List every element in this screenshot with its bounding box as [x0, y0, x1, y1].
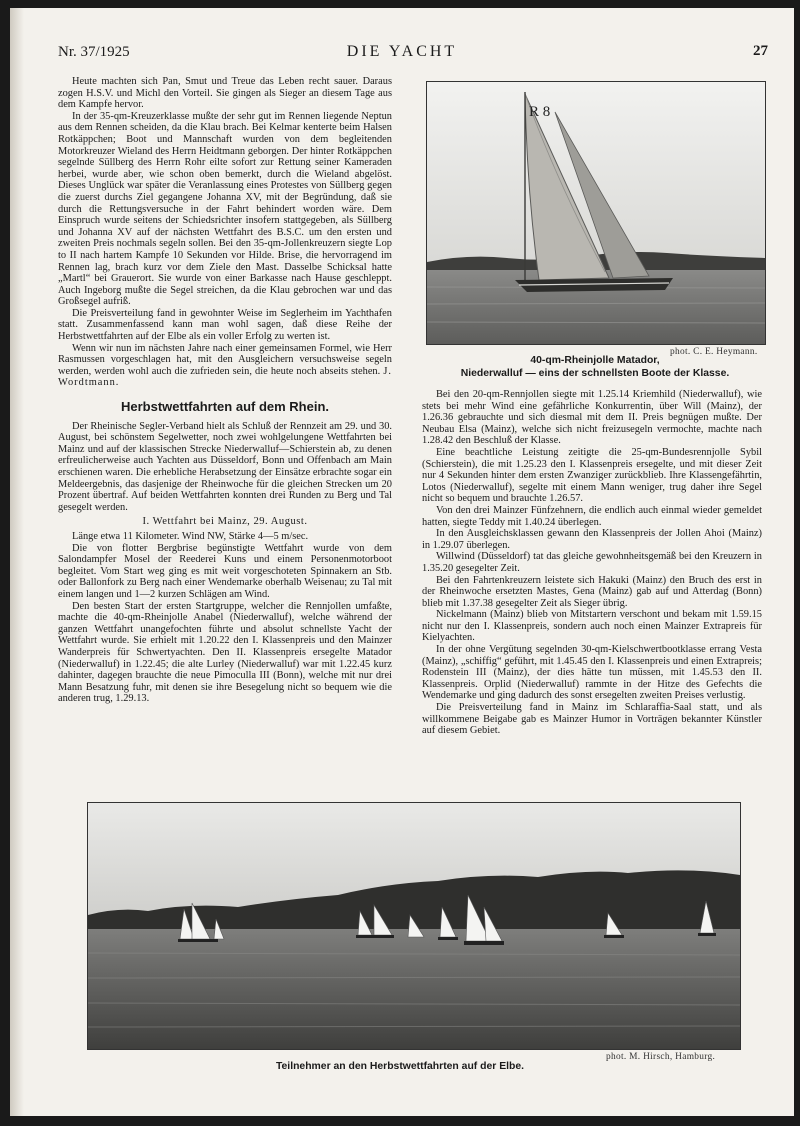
paragraph: Bei den 20-qm-Rennjollen siegte mit 1.25.14 Kriemhild (Niederwalluf), wie stets bei mehr Wind eine gefährliche Konkurrentin, über Will (Mainz), der 1.26.36 gebrauchte und sich diesmal mit dem II. Preis begnügen mußte. Der Neubau Elsa (Mainz), welche sich nicht freizusegeln vermochte, machte nach 1.28.42 den Beschluß der Klasse. [422, 389, 762, 447]
paragraph: Die Preisverteilung fand in Mainz im Schlaraffia-Saal statt, und als willkommene Beigabe gab es Mainzer Humor in Vorträgen bekannter Künstler auf diesem Gebiet. [422, 702, 762, 737]
left-column [58, 76, 392, 705]
regatta-photo [87, 802, 741, 1050]
sailboat-illustration [427, 82, 765, 344]
sail-number: R 8 [529, 104, 551, 120]
paragraph: Wenn wir nun im nächsten Jahre nach einer gemeinsamen Formel, wie Herr Rasmussen vorgeschlagen hat, mit den Ausgleichern versuchsweise segeln werden, werden wohl auch die zufrieden sein, die heute noch abseits stehen. [58, 342, 392, 377]
sailboat-photo [426, 81, 766, 345]
paragraph: Den besten Start der ersten Startgruppe, welcher die Rennjollen umfaßte, machte die 40-qm-Rheinjolle Anabel (Niederwalluf), welche während der ganzen Wettfahrt unangefochten führte und absolut schnellste Yacht der Wettfahrt wurde. Sie erhielt mit 1.20.22 den I. Klassenpreis und den Mainzer Wanderpreis für Schwertyachten. Den II. Klassenpreis ersegelte Matador (Niederwalluf) in 1.22.45; die alte Lurley (Niederwalluf) war mit 1.22.45 kurz dahinter, dagegen brauchte die neue Pimoculla III (Bonn), welche mit nur drei Mann Besatzung fuhr, mit denen sie ihre Besegelung nicht so bequem wie die anderen trug, 1.29.13. [58, 600, 392, 705]
magazine-page [10, 8, 794, 1116]
paragraph: Die Preisverteilung fand in gewohnter Weise im Seglerheim im Yachthafen statt. Zusammenfassend kann man wohl sagen, daß diese Reihe der Herbstwettfahrten auf der Elbe als ein voller Erfolg zu werten ist. [58, 307, 392, 343]
page-header [36, 42, 768, 64]
paragraph: Willwind (Düsseldorf) tat das gleiche gewohnheitsgemäß bei den Kreuzern in 1.35.20 gesegelter Zeit. [422, 551, 762, 574]
magazine-title: DIE YACHT [346, 43, 458, 60]
paragraph: Eine beachtliche Leistung zeitigte die 25-qm-Bundesrennjolle Sybil (Schierstein), die mit 1.25.23 den I. Klassenpreis ersegelte, und mit dieser Zeit nur 4 Sekunden hinter dem ersten Zwanziger zurückblieb. Ihre Klassengefährtin, Lotos (Niederwalluf), segelte mit einem Mann weniger, trug daher ihre Segel nicht so bequem und brauchte 1.26.57. [422, 446, 762, 505]
paragraph: Die von flotter Bergbrise begünstigte Wettfahrt wurde von dem Salondampfer Mosel der Reederei Kuns und einem Personenmotorboot begleitet. Vom Start weg ging es mit weit vorgeschoteten Spinnakern an Stb. oder Ballonfork zu Berg nach einer Wendemarke oberhalb Weisenau; zu Tal mit einem langen und 1—2 kurzen Schlägen am Wind. [58, 542, 392, 600]
photo-credit: phot. C. E. Heymann. [670, 347, 758, 357]
photo-caption [430, 354, 760, 380]
paragraph: In der ohne Vergütung segelnden 30-qm-Kielschwertbootklasse errang Vesta (Mainz), „schiffig“ geführt, mit 1.45.45 den I. Klassenpreis und einen Extrapreis; Rodenstein III (Mainz), der dies hätte tun müssen, mit 1.45.53 den II. Klassenpreis. Orplid (Niederwalluf) rammte in der Hitze des Gefechts die Wendemarke und ging dadurch des sonst ersegelten zweiten Preises verlustig. [422, 644, 762, 702]
photo-credit: phot. M. Hirsch, Hamburg. [606, 1052, 716, 1062]
paragraph: In der 35-qm-Kreuzerklasse mußte der sehr gut im Rennen liegende Neptun aus dem Rennen scheiden, da die Klau brach. Bei Kelmar kenterte beim Halsen Rotkäppchen; Boot und Mannschaft wurden von dem begleitenden Motorkreuzer Wieland des Herrn Heidtmann geborgen. Der hinter Rotkäppchen segelnde Süllberg des Herrn Rohr eilte sofort zur Rettung seiner Kameraden herbei, wurde aber, wie schon oben bemerkt, durch die Wieland abgelöst. Dieses Unglück war später die Veranlassung eines Protestes von Süllberg gegen die zuerst durchs Ziel gegangene Johanna XV, mit der Begründung, daß sie durch die Rettungsversuche in der Fahrt behindert worden wäre. Dem Einspruch wurde seitens der Schiedsrichter insofern stattgegeben, als Süllberg und Johanna XV auf der nächsten Wettfahrt des B.S.C. um den ersten und zweiten Preis nochmals segeln sollen. Bei den 35-qm-Jollenkreuzern siegte Lop to II nach hartem Kampfe 10 Sekunden vor Hilde. Brise, die hervorragend im Rennen lag, brach kurz vor dem Ziele den Mast. Dasselbe Schicksal hatte „Martl“ bei Grauerort. Sie wurde von einer Barkasse nach Hause geschleppt. Auch Ingeborg mußte die Segel streichen, da die Klau gebrochen war und das Großsegel aufriß. [58, 110, 392, 308]
paragraph: Von den drei Mainzer Fünfzehnern, die endlich auch einmal wieder gemeldet hatten, siegte Teddy mit 1.40.24 überlegen. [422, 504, 762, 528]
article-heading: Herbstwettfahrten auf dem Rhein. [120, 399, 330, 415]
paragraph: Nickelmann (Mainz) blieb von Mitstartern verschont und bekam mit 1.59.15 nicht nur den I. Klassenpreis, sondern auch noch einen Mainzer Extrapreis für Kielyachten. [422, 609, 762, 644]
regatta-illustration [88, 803, 740, 1049]
paragraph: In den Ausgleichsklassen gewann den Klassenpreis der Jollen Ahoi (Mainz) in 1.29.07 überlegen. [422, 528, 762, 551]
issue-number: Nr. 37/1925 [58, 44, 130, 60]
paragraph: Bei den Fahrtenkreuzern leistete sich Hakuki (Mainz) den Bruch des erst in der Rheinwoche ersetzten Mastes, Gena (Mainz) gab auf und Atterdag (Bonn) blieb mit 1.37.38 gesegelter Zeit als Sieger übrig. [422, 574, 762, 609]
caption-line: 40-qm-Rheinjolle Matador, [530, 355, 660, 366]
paragraph: Der Rheinische Segler-Verband hielt als Schluß der Rennzeit am 29. und 30. August, bei schönstem Segelwetter, noch zwei wohlgelungene Wettfahrten bei Mainz und auf der klassischen Strecke Niederwalluf—Schierstein ab, zu denen erfreulicherweise auch Yachten aus Düsseldorf, Bonn und Offenbach am Main erschienen waren. Die erhebliche Herabsetzung der Einsätze erbrachte sogar ein Meldeergebnis, das dasjenige der Rheinwoche für die gleichen Strecken um 20 Prozent übertraf. Auf beiden Wettfahrten konnten drei Runden zu Berg und Tal gesegelt werden. [58, 420, 392, 513]
right-column [422, 389, 762, 737]
paragraph: Heute machten sich Pan, Smut und Treue das Leben recht sauer. Daraus zogen H.S.V. und Michl den Vorteil. Sie gingen als Sieger an diesem Tage aus dem Kampfe hervor. [58, 76, 392, 111]
paragraph-with-author [58, 343, 392, 389]
author-signature: J. Wordtmann. [58, 365, 392, 389]
caption-line: Niederwalluf — eins der schnellsten Boote der Klasse. [460, 368, 730, 379]
photo-caption: Teilnehmer an den Herbstwettfahrten auf der Elbe. [275, 1061, 525, 1072]
page-gutter [10, 8, 24, 1116]
page-number: 27 [753, 43, 768, 59]
race-subheading: I. Wettfahrt bei Mainz, 29. August. [142, 516, 308, 528]
paragraph: Länge etwa 11 Kilometer. Wind NW, Stärke 4—5 m/sec. [72, 530, 309, 542]
